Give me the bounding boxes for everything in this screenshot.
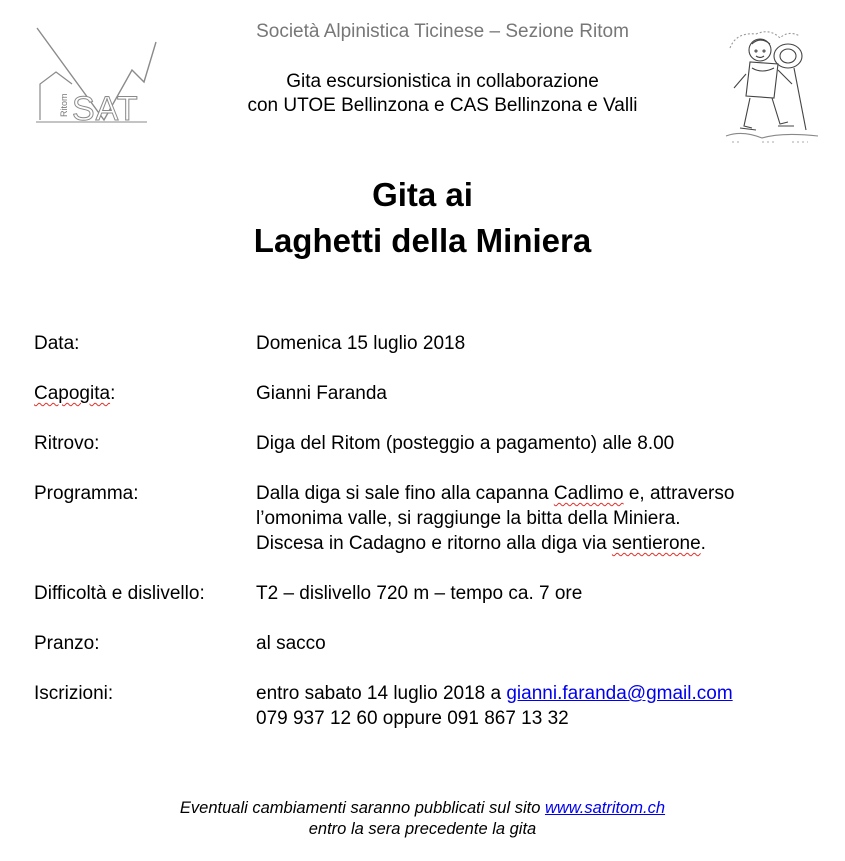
page-title [100,172,745,264]
label-capogita-colon: : [110,383,116,404]
title-line-1: Gita ai [372,176,473,213]
logo-main-text: SAT [72,90,139,128]
trip-details [34,331,824,731]
hiker-cartoon-icon [722,18,822,146]
website-link[interactable]: www.satritom.ch [544,799,666,817]
label-pranzo: Pranzo: [34,633,100,654]
label-ritrovo: Ritrovo: [34,433,100,454]
row-pranzo [34,631,824,656]
footer-note [100,798,745,840]
label-capogita-word: Capogita [34,383,111,404]
value-capogita: Gianni Faranda [256,383,387,404]
footer-line-1 [100,798,745,819]
collaboration-text [160,70,725,118]
collaboration-line-1: Gita escursionistica in collaborazione [286,71,599,92]
label-programma: Programma: [34,483,139,504]
value-pranzo: al sacco [256,633,326,654]
value-difficolta: T2 – dislivello 720 m – tempo ca. 7 ore [256,583,583,604]
programma-line-1-end: e, attraverso [623,483,735,504]
label-data: Data: [34,333,80,354]
label-capogita [34,381,256,406]
label-iscrizioni: Iscrizioni: [34,683,114,704]
value-ritrovo: Diga del Ritom (posteggio a pagamento) alle 8.00 [256,433,675,454]
row-data [34,331,824,356]
programma-cadlimo: Cadlimo [553,483,624,504]
programma-line-3-end: . [700,533,706,554]
row-iscrizioni [34,681,824,731]
footer-text: Eventuali cambiamenti saranno pubblicati sul sito [179,799,545,817]
programma-line-3-start: Discesa in Cadagno e ritorno alla diga via [256,533,612,554]
logo-vertical-text: Ritom [59,93,69,117]
email-link[interactable]: gianni.faranda@gmail.com [506,683,733,704]
footer-line-2: entro la sera precedente la gita [308,820,537,838]
programma-line-1-start: Dalla diga si sale fino alla capanna [256,483,554,504]
label-difficolta: Difficoltà e dislivello: [34,583,205,604]
row-programma [34,481,824,556]
value-programma [256,481,824,556]
programma-line-1 [256,481,824,506]
organization-name: Società Alpinistica Ticinese – Sezione Ritom [256,21,629,42]
iscrizioni-line-1 [256,681,824,706]
iscrizioni-deadline: entro sabato 14 luglio 2018 a [256,683,507,704]
row-capogita [34,381,824,406]
programma-sentierone: sentierone [611,533,701,554]
row-ritrovo [34,431,824,456]
row-difficolta [34,581,824,606]
sat-ritom-logo [32,20,162,132]
value-iscrizioni [256,681,824,731]
programma-line-3 [256,531,824,556]
iscrizioni-phones: 079 937 12 60 oppure 091 867 13 32 [256,708,569,729]
value-data: Domenica 15 luglio 2018 [256,333,466,354]
programma-line-2: l’omonima valle, si raggiunge la bitta della Miniera. [256,508,681,529]
collaboration-line-2: con UTOE Bellinzona e CAS Bellinzona e Valli [247,95,638,116]
title-line-2: Laghetti della Miniera [253,222,592,259]
